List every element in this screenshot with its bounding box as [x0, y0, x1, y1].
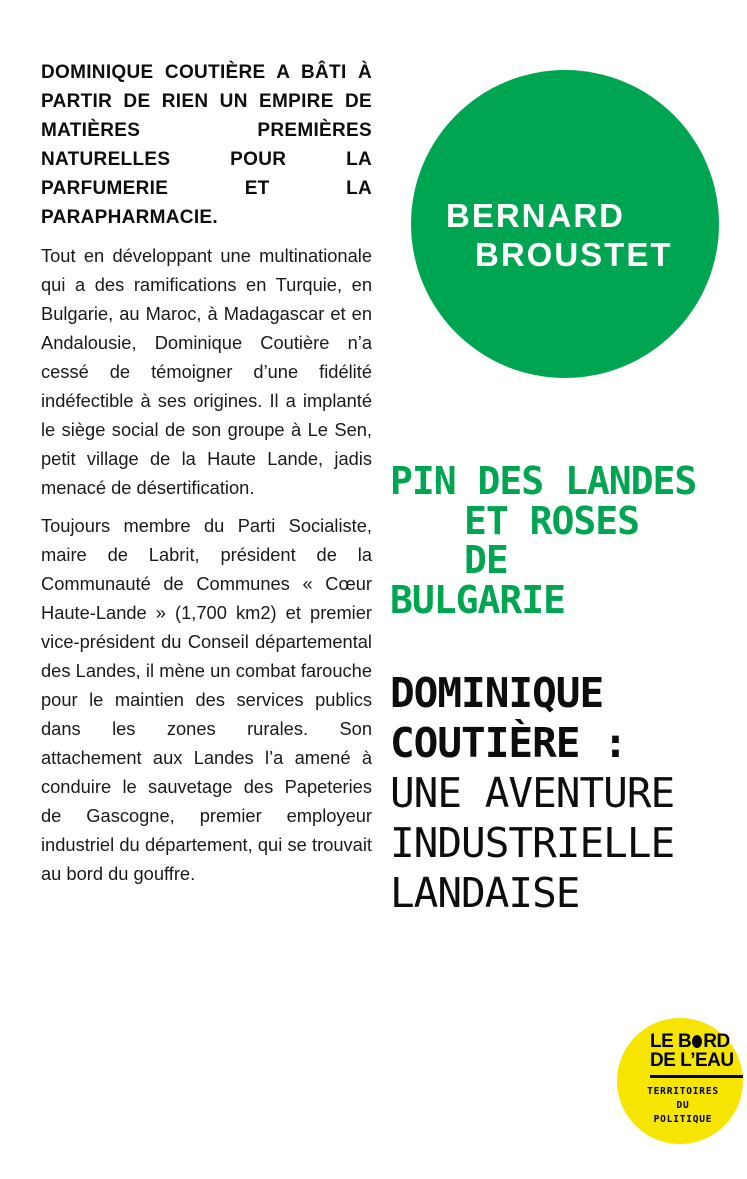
author-first-name: BERNARD	[446, 197, 625, 234]
blurb-paragraph-2: Toujours membre du Parti Socialiste, maire de Labrit, président de la Communauté de Communes « Cœur Haute-Lande » (1,700 km2) et premier vice-président du Conseil départemental des Landes, il mène un combat farouche pour le maintien des services publics dans les zones rurales. Son attachement aux Landes l’a amené à conduire le sauvetage des Papeteries de Gascogne, premier employeur industriel du département, qui se trouvait au bord du gouffre.	[41, 515, 372, 884]
collection-line-3: POLITIQUE	[653, 1114, 713, 1125]
collection-line-1: TERRITOIRES	[647, 1086, 719, 1097]
blurb-paragraph-1: Tout en développant une multinationale qui a des ramifications en Turquie, en Bulgarie, au Maroc, à Madagascar et en Andalousie, Dominique Coutière n’a cessé de témoigner d’une fidélité indéfectible à ses origines. Il a implanté le siège social de son groupe à Le Sen, petit village de la Haute Lande, jadis menacé de désertification.	[41, 245, 372, 498]
title-line-4: BULGARIE	[390, 577, 566, 622]
collection-line-2: DU	[676, 1100, 690, 1111]
filled-o-dot-icon	[692, 1035, 702, 1048]
publisher-name	[650, 1032, 734, 1070]
author-last-name: BROUSTET	[475, 236, 673, 273]
publisher-name-line-1: LE B RD	[650, 1031, 730, 1052]
subtitle-bold-line-1: DOMINIQUE	[390, 669, 604, 717]
publisher-logo-rule	[650, 1075, 743, 1078]
title-line-1: PIN DES LANDES	[390, 459, 697, 503]
title-line-3: DE	[464, 538, 508, 582]
book-subtitle	[390, 668, 674, 918]
blurb-intro: DOMINIQUE COUTIÈRE A BÂTI À PARTIR DE RIEN UN EMPIRE DE MATIÈRES PREMIÈRES NATURELLES POUR LA PARFUMERIE ET LA PARAPHARMACIE.	[41, 62, 372, 228]
publisher-logo	[617, 1018, 743, 1144]
author-circle-badge	[411, 70, 719, 378]
back-blurb-column	[41, 58, 372, 888]
author-name	[446, 196, 673, 274]
subtitle-line-2: INDUSTRIELLE	[390, 819, 675, 867]
title-line-2: ET ROSES	[464, 498, 640, 543]
publisher-name-line-2: DE L’EAU	[650, 1050, 734, 1071]
book-title	[390, 459, 697, 622]
subtitle-bold-line-2: COUTIÈRE :	[390, 719, 627, 767]
subtitle-line-3: LANDAISE	[390, 869, 580, 917]
subtitle-line-1: UNE AVENTURE	[390, 769, 675, 817]
collection-name	[627, 1085, 739, 1127]
